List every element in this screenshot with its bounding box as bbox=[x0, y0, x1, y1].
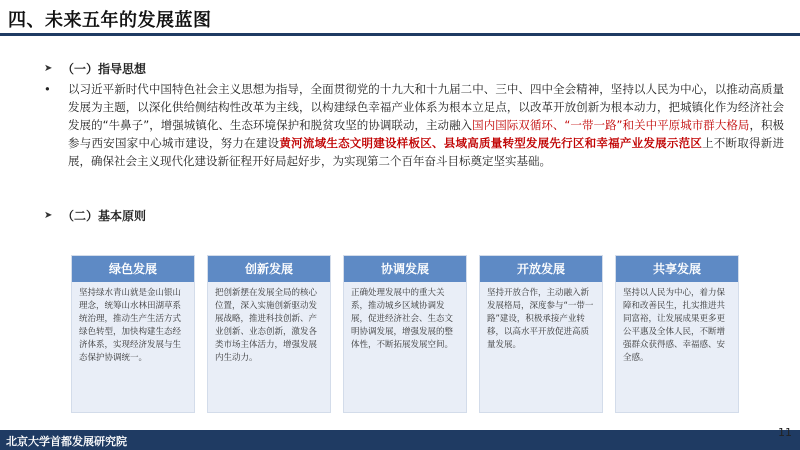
card-title: 创新发展 bbox=[208, 256, 330, 282]
section-heading-text: （一）指导思想 bbox=[62, 62, 147, 76]
card-text: 把创新摆在发展全局的核心位置，深入实施创新驱动发展战略，推进科技创新、产业创新、业态创新，激发各类市场主体活力，增强发展内生动力。 bbox=[215, 288, 318, 363]
card-title: 协调发展 bbox=[344, 256, 466, 282]
paragraph-text-2: ，积极参与西安国家中心城市建设，努力在建设 bbox=[68, 118, 785, 150]
paragraph-text-3: 上不断取得新进展，确保社会主义现代化建设新征程开好局起好步，为实现第二个百年奋斗目标奠定坚实基础。 bbox=[68, 136, 785, 168]
section-heading-text: （二）基本原则 bbox=[62, 209, 147, 223]
paragraph-text-1: 以习近平新时代中国特色社会主义思想为指导，全面贯彻党的十九大和十九届二中、三中、四中全会精神，坚持以人民为中心，以推动高质量发展为主题，以深化供给侧结构性改革为主线，以构建绿色幸福产业体系为根本立足点，以改革开放创新为根本动力，把城镇化作为经济社会发展的“牛鼻子”，增强城镇化、生态环境保护和脱贫攻坚的协调联动，主动融入 bbox=[68, 82, 784, 132]
paragraph-body bbox=[68, 80, 784, 170]
card-title: 绿色发展 bbox=[72, 256, 194, 282]
card-text: 坚持以人民为中心，着力保障和改善民生，扎实推进共同富裕，让发展成果更多更公平惠及全体人民，不断增强群众获得感、幸福感、安全感。 bbox=[623, 288, 726, 363]
page-number: 11 bbox=[778, 426, 792, 439]
title-underline bbox=[0, 33, 800, 36]
principle-card-openness bbox=[479, 255, 603, 413]
section-heading-guiding-ideology bbox=[44, 60, 146, 77]
footer-organization: 北京大学首都发展研究院 bbox=[6, 435, 127, 448]
section-heading-basic-principles bbox=[44, 207, 146, 224]
principle-card-coordination bbox=[343, 255, 467, 413]
principle-cards bbox=[71, 255, 741, 415]
card-text: 坚持开放合作，主动融入新发展格局，深度参与“一带一路”建设，积极承接产业转移，以高水平开放促进高质量发展。 bbox=[487, 288, 594, 350]
footer-bar bbox=[0, 430, 800, 450]
bullet-icon: • bbox=[44, 82, 51, 96]
page-title: 四、未来五年的发展蓝图 bbox=[8, 10, 212, 31]
guiding-ideology-paragraph bbox=[44, 80, 784, 170]
principle-card-green bbox=[71, 255, 195, 413]
card-text: 正确处理发展中的重大关系，推动城乡区域协调发展，促进经济社会、生态文明协调发展，增强发展的整体性，不断拓展发展空间。 bbox=[351, 288, 454, 350]
arrow-bullet-icon: ➤ bbox=[44, 63, 53, 74]
principle-card-sharing bbox=[615, 255, 739, 413]
arrow-bullet-icon: ➤ bbox=[44, 210, 53, 221]
principle-card-innovation bbox=[207, 255, 331, 413]
card-title: 开放发展 bbox=[480, 256, 602, 282]
paragraph-highlight-2: 黄河流域生态文明建设样板区、县域高质量转型发展先行区和幸福产业发展示范区 bbox=[279, 136, 703, 150]
paragraph-highlight-1: 国内国际双循环、“一带一路”和关中平原城市群大格局 bbox=[472, 118, 750, 132]
card-title: 共享发展 bbox=[616, 256, 738, 282]
card-text: 坚持绿水青山就是金山银山理念，统筹山水林田湖草系统治理，推动生产生活方式绿色转型，加快构建生态经济体系，实现经济发展与生态保护协调统一。 bbox=[79, 288, 182, 363]
